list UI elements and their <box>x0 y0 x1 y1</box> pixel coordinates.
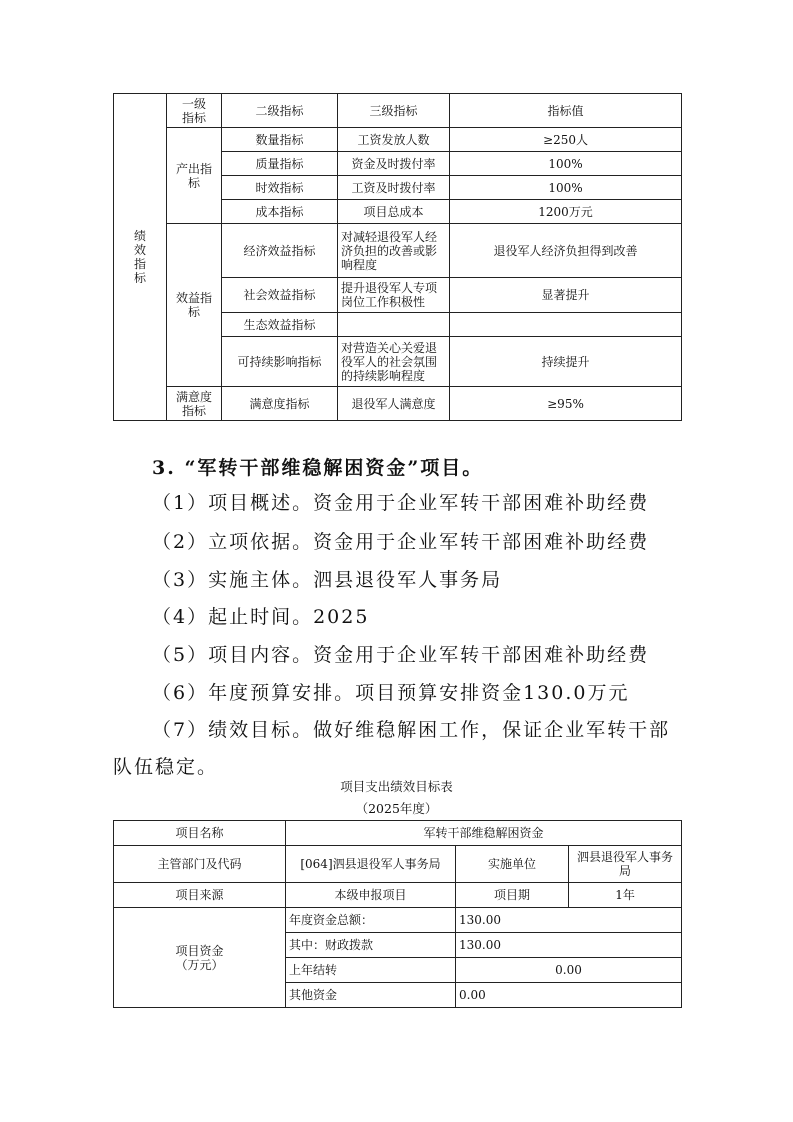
table-cell: 项目名称 <box>114 821 286 846</box>
table-cell: 持续提升 <box>450 337 682 387</box>
table-cell: 泗县退役军人事务局 <box>569 846 682 883</box>
header-l2: 二级指标 <box>222 94 338 128</box>
funds-label: 项目资金 （万元） <box>114 908 286 1008</box>
table-cell <box>338 313 450 337</box>
table-cell: 军转干部维稳解困资金 <box>286 821 682 846</box>
table-cell: 对营造关心关爱退役军人的社会氛围的持续影响程度 <box>338 337 450 387</box>
paragraph-item: （2）立项依据。资金用于企业军转干部困难补助经费 <box>152 531 650 553</box>
table-cell: 其中：财政拨款 <box>286 933 456 958</box>
table-cell: [064]泗县退役军人事务局 <box>286 846 456 883</box>
table-cell: 1200万元 <box>450 200 682 224</box>
performance-indicator-table <box>113 93 682 421</box>
table-year: （2025年度） <box>355 801 438 816</box>
outer-label: 绩效指标 <box>134 229 147 285</box>
header-l1: 一级 指标 <box>167 94 222 128</box>
header-value: 指标值 <box>450 94 682 128</box>
table-cell: 100% <box>450 176 682 200</box>
paragraph-continuation: 队伍稳定。 <box>113 756 219 778</box>
table-cell <box>450 313 682 337</box>
paragraph-item: （6）年度预算安排。项目预算安排资金130.0万元 <box>152 682 630 704</box>
table-cell: 可持续影响指标 <box>222 337 338 387</box>
table-cell: 主管部门及代码 <box>114 846 286 883</box>
paragraph-item: （4）起止时间。2025 <box>152 606 370 628</box>
benefit-group-label: 效益指 标 <box>167 224 222 387</box>
table-cell: ≥95% <box>450 387 682 421</box>
table-cell: 130.00 <box>456 933 682 958</box>
table-cell: 1年 <box>569 883 682 908</box>
table-cell: 满意度指标 <box>222 387 338 421</box>
table-cell: 年度资金总额： <box>286 908 456 933</box>
table-cell: 显著提升 <box>450 278 682 313</box>
outer-label-cell <box>114 94 167 421</box>
table-cell: 其他资金 <box>286 983 456 1008</box>
table-cell: 项目期 <box>456 883 569 908</box>
paragraph-item: （7）绩效目标。做好维稳解困工作，保证企业军转干部 <box>152 719 671 741</box>
table-cell: 数量指标 <box>222 128 338 152</box>
paragraph-item: （5）项目内容。资金用于企业军转干部困难补助经费 <box>152 644 650 666</box>
table-cell: 成本指标 <box>222 200 338 224</box>
table-cell: 上年结转 <box>286 958 456 983</box>
header-l3: 三级指标 <box>338 94 450 128</box>
table-cell: 生态效益指标 <box>222 313 338 337</box>
table-cell: 社会效益指标 <box>222 278 338 313</box>
table-cell: 工资发放人数 <box>338 128 450 152</box>
paragraph-item: （3）实施主体。泗县退役军人事务局 <box>152 569 503 591</box>
table-cell: 经济效益指标 <box>222 224 338 278</box>
table-caption: 项目支出绩效目标表 <box>340 779 453 794</box>
table-cell: 100% <box>450 152 682 176</box>
table-cell: ≥250人 <box>450 128 682 152</box>
satisfaction-group-label: 满意度 指标 <box>167 387 222 421</box>
table-cell: 对减轻退役军人经济负担的改善或影响程度 <box>338 224 450 278</box>
table-cell: 本级申报项目 <box>286 883 456 908</box>
table-cell: 项目总成本 <box>338 200 450 224</box>
paragraph-item: （1）项目概述。资金用于企业军转干部困难补助经费 <box>152 492 650 514</box>
table-cell: 资金及时拨付率 <box>338 152 450 176</box>
table-cell: 0.00 <box>456 983 682 1008</box>
table-cell: 提升退役军人专项岗位工作积极性 <box>338 278 450 313</box>
table-cell: 0.00 <box>456 958 682 983</box>
table-cell: 项目来源 <box>114 883 286 908</box>
table-cell: 实施单位 <box>456 846 569 883</box>
table-cell: 工资及时拨付率 <box>338 176 450 200</box>
table-cell: 退役军人满意度 <box>338 387 450 421</box>
table-cell: 退役军人经济负担得到改善 <box>450 224 682 278</box>
table-cell: 质量指标 <box>222 152 338 176</box>
output-group-label: 产出指 标 <box>167 128 222 224</box>
table-cell: 130.00 <box>456 908 682 933</box>
project-info-table <box>113 820 682 1008</box>
table-cell: 时效指标 <box>222 176 338 200</box>
section-heading: 3. “军转干部维稳解困资金”项目。 <box>152 457 484 479</box>
